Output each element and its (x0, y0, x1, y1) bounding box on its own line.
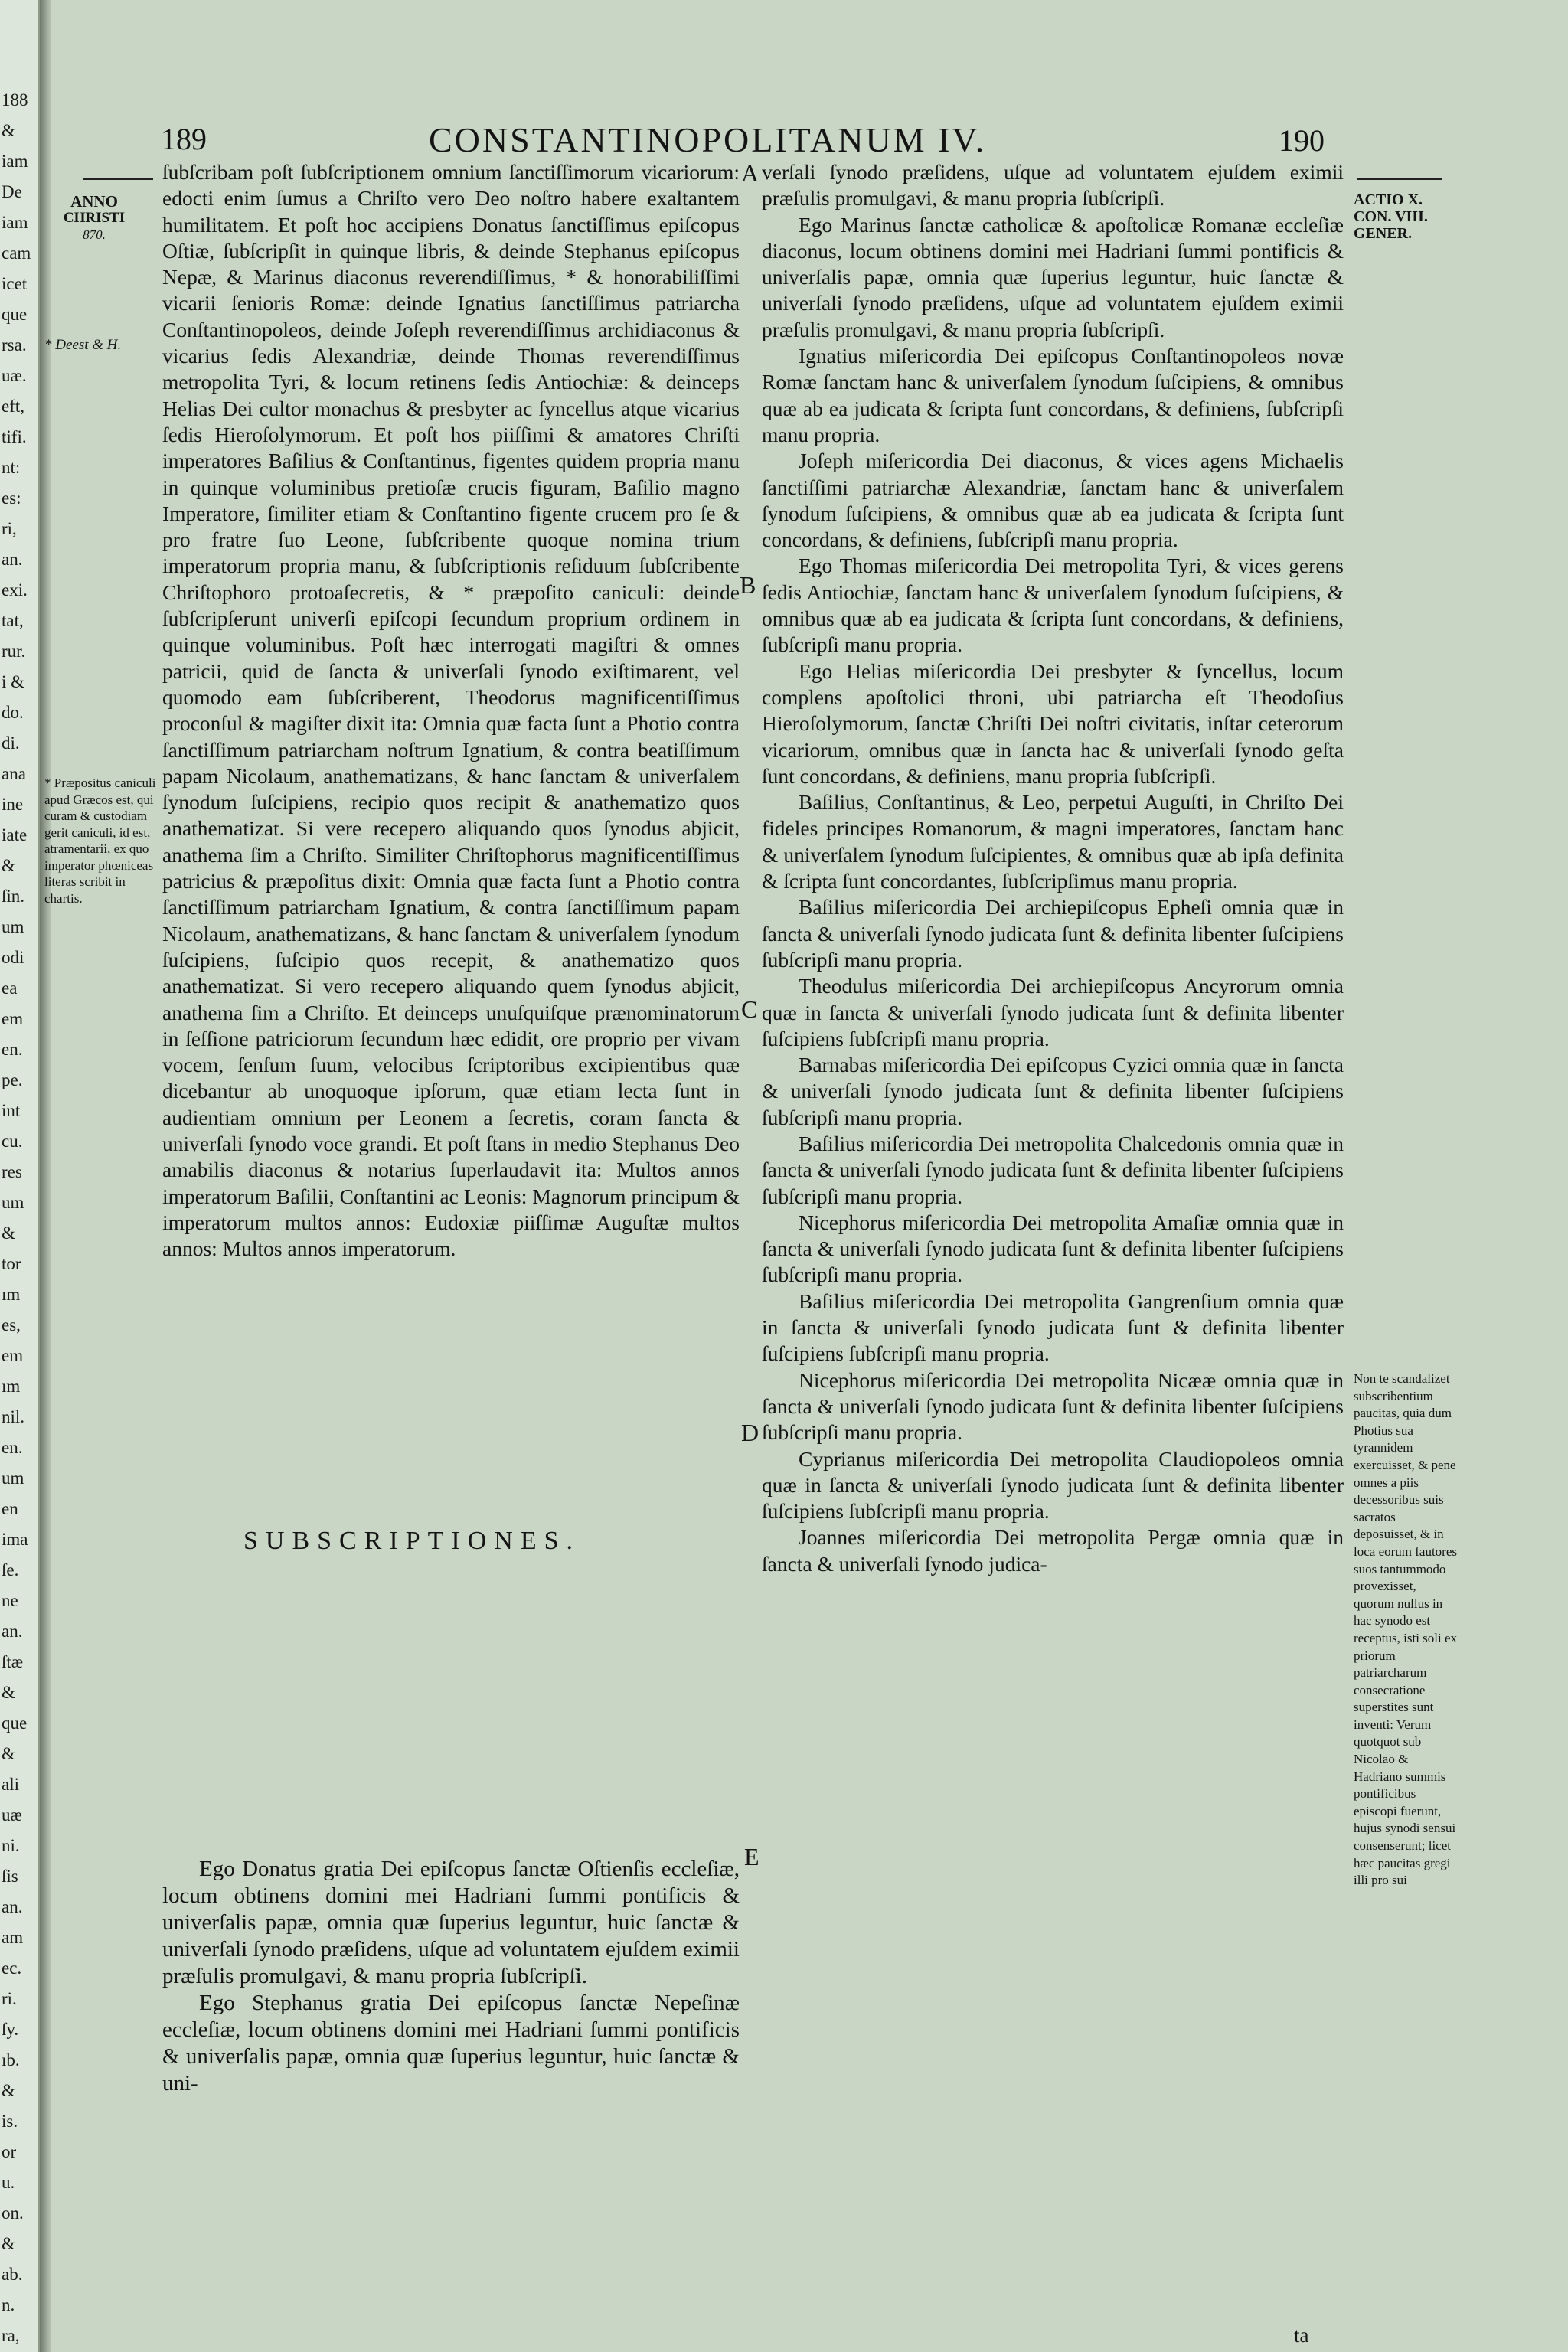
gutter-fragment: & (2, 2234, 15, 2253)
margin-actio-line: ACTIO X. (1354, 191, 1423, 208)
gutter-fragment: uæ (2, 1805, 22, 1824)
margin-note-praepositus: * Præpositus caniculi apud Græcos est, qui curam & custodiam gerit caniculi, id est, atramentarii, ex quo imperator phœniceas literas scribit in chartis. (44, 776, 156, 906)
right-paragraph: Joſeph miſericordia Dei diaconus, & vices agens Michaelis ſanctiſſimi patriarchæ Alexandriæ, ſanctam hanc & univerſalem ſynodum ſuſcipiens, & omnibus quæ ab ea judicata & ſcripta ſunt concordans, & definiens, ſubſcripſi manu propria. (762, 449, 1344, 552)
right-paragraph: Cyprianus miſericordia Dei metropolita Claudiopoleos omnia quæ in ſancta & univerſali ſynodo judicata ſunt & definita libenter ſuſcipiens ſubſcripſi manu propria. (762, 1446, 1344, 1524)
margin-actio-block (1354, 191, 1461, 242)
right-paragraph: verſali ſynodo præſidens, uſque ad voluntatem ejuſdem eximii præſulis promulgavi, & manu propria ſubſcripſi. (762, 160, 1344, 211)
gutter-fragment: iate (2, 825, 28, 844)
gutter-fragment: ſin. (2, 887, 25, 906)
gutter-fragment: n. (2, 2295, 15, 2314)
right-paragraph: Ego Thomas miſericordia Dei metropolita Tyri, & vices gerens ſedis Antiochiæ, ſanctam hanc & univerſalem ſynodum ſuſcipiens, & omnibus quæ ab ea judicata & ſcripta ſunt concordans, & definiens, ſubſcripſi manu propria. (762, 554, 1344, 657)
gutter-fragment: tor (2, 1254, 21, 1273)
right-paragraph: Barnabas miſericordia Dei epiſcopus Cyzici omnia quæ in ſancta & univerſali ſynodo judicata ſunt & definita libenter ſuſcipiens ſubſcripſi manu propria. (762, 1053, 1344, 1129)
margin-year-line: CHRISTI (63, 210, 126, 226)
right-paragraph: Baſilius miſericordia Dei metropolita Gangrenſium omnia quæ in ſancta & univerſali ſynodo judicata ſunt & definita libenter ſuſcipiens ſubſcripſi manu propria. (762, 1289, 1344, 1366)
gutter-fragment: em (2, 1346, 24, 1365)
margin-year-line: ANNO (70, 192, 118, 211)
gutter-fragment: que (2, 305, 28, 324)
gutter-fragment: u. (2, 2173, 15, 2192)
section-letter-e: E (744, 1843, 760, 1870)
header-rule-right (1357, 178, 1442, 180)
margin-actio-line: CON. VIII. (1354, 208, 1428, 225)
gutter-fragment: en. (2, 1040, 23, 1059)
gutter-fragment: ſe. (2, 1560, 19, 1579)
right-paragraph: Nicephorus miſericordia Dei metropolita Nicææ omnia quæ in ſancta & univerſali ſynodo judicata ſunt & definita libenter ſuſcipiens ſubſcripſi manu propria. (762, 1367, 1344, 1445)
gutter-fragment: ine (2, 795, 24, 814)
gutter-fragment: ſy. (2, 2020, 19, 2039)
subscriptiones-heading: SUBSCRIPTIONES. (243, 1527, 581, 1555)
gutter-fragment: ab. (2, 2265, 23, 2284)
gutter-fragment: um (2, 1193, 24, 1212)
gutter-fragment: nt: (2, 458, 21, 477)
gutter-fragment: cam (2, 243, 31, 263)
gutter-fragment: & (2, 1744, 15, 1763)
adjacent-page-gutter (0, 0, 40, 2352)
gutter-fragment: iam (2, 152, 28, 171)
gutter-fragment: ali (2, 1775, 19, 1794)
gutter-fragment: ima (2, 1530, 28, 1549)
header-rule-left (83, 178, 153, 180)
gutter-fragment: ri, (2, 519, 17, 538)
left-column-text (162, 159, 740, 1262)
gutter-fragment: uæ. (2, 366, 27, 385)
section-letter-c: C (741, 995, 758, 1023)
gutter-fragment: ana (2, 764, 26, 783)
left-column-subscriptions (162, 1856, 740, 2097)
gutter-fragment: & (2, 2081, 15, 2100)
right-column-text (762, 159, 1344, 1577)
gutter-fragment: ſtæ (2, 1652, 24, 1671)
section-letter-d: D (741, 1419, 760, 1446)
catchword: ta (1294, 2324, 1309, 2347)
gutter-fragment: an. (2, 550, 23, 569)
gutter-fragment: & (2, 1683, 15, 1702)
gutter-fragment: em (2, 1009, 24, 1028)
gutter-fragment: an. (2, 1897, 23, 1916)
gutter-fragment: ea (2, 978, 18, 998)
left-subscription: Ego Donatus gratia Dei epiſcopus ſanctæ Oſtienſis eccleſiæ, locum obtinens domini mei Hadriani ſummi pontificis & univerſalis papæ, omnia quæ ſuperius leguntur, huic ſanctæ & univerſali ſynodo præſidens, uſque ad voluntatem ejuſdem eximii præſulis promulgavi, & manu propria ſubſcripſi. (162, 1857, 740, 1988)
margin-note-photius: Non te scandalizet subscribentium paucitas, quia dum Photius sua tyrannidem exercuisset, & pene omnes a piis decessoribus suis sacratos deposuisset, & in loca eorum fautores suos tantummodo provexisset, quorum nullus in hac synodo est receptus, isti soli ex priorum patriarcharum consecratione superstites sunt inventi: Verum quotquot sub Nicolao & Hadriano summis pontificibus episcopi fuerunt, hujus synodi sensui consenserunt; licet hæc paucitas gregi illi pro sui (1354, 1371, 1458, 1888)
right-paragraph: Baſilius miſericordia Dei archiepiſcopus Epheſi omnia quæ in ſancta & univerſali ſynodo judicata ſunt & definita libenter ſuſcipiens ſubſcripſi manu propria. (762, 895, 1344, 972)
gutter-fragment: ra, (2, 2326, 20, 2345)
section-letter-b: B (740, 571, 756, 599)
margin-actio-line: GENER. (1354, 225, 1413, 242)
right-paragraph: Baſilius miſericordia Dei metropolita Chalcedonis omnia quæ in ſancta & univerſali ſynodo judicata ſunt & definita libenter ſuſcipiens ſubſcripſi manu propria. (762, 1131, 1344, 1208)
gutter-fragment: odi (2, 948, 24, 967)
page-number-right: 190 (1279, 123, 1325, 158)
gutter-fragment: ne (2, 1591, 18, 1610)
gutter-fragment: rur. (2, 642, 26, 661)
left-paragraph: ſubſcribam poſt ſubſcriptionem omnium ſanctiſſimorum vicariorum: edocti enim ſumus a Chriſto vero Deo noſtro habere exaltantem humilitatem. Et poſt hoc accipiens Donatus ſanctiſſimus epiſcopus Oſtiæ, ſubſcripſit in quinque libris, & deinde Stephanus epiſcopus Nepæ, & Marinus diaconus reverendiſſimus, * & honorabiliſſimi vicarii ſenioris Romæ: deinde Ignatius ſanctiſſimus patriarcha Conſtantinopoleos, deinde Joſeph reverendiſſimus archidiaconus & vicarius ſedis Alexandriæ, deinde Thomas reverendiſſimus metropolita Tyri, & locum retinens ſedis Antiochiæ: & deinceps Helias Dei cultor monachus & presbyter ac ſyncellus atque vicarius ſedis Hieroſolymorum. Et poſt hos piiſſimi & amatores Chriſti imperatores Baſilius & Conſtantinus, figentes quidem propria manu in quinque voluminibus pretioſæ crucis figuram, Baſilio magno Imperatore, ſimiliter etiam & Conſtantino figente crucem pro ſe & pro fratre ſuo Leone, ſubſcribente quoque nomina trium imperatorum propria manu, & ſubſcriptionis reſiduum ſubſcribente Chriſtophoro protoaſecretis, & * præpoſito caniculi: deinde ſubſcripſerunt univerſi epiſcopi ſecundum proprium ordinem in quinque voluminibus. Poſt hæc interrogati magiſtri & omnes patricii, quid de ſancta & univerſali ſynodo exiſtimarent, vel quomodo eam ſubſcriberent, Theodorus magnificentiſſimus proconſul & magiſter dixit ita: Omnia quæ facta ſunt a Photio contra ſanctiſſimum patriarcham noſtrum Ignatium, & contra beatiſſimum papam Nicolaum, anathematizans, & hanc ſanctam & univerſalem ſynodum ſuſcipiens, recipio quos recipit & anathematizo quos anathematizat. Si vere recepero aliquando quos ſynodus abjicit, anathema ſim a Chriſto. Similiter Chriſtophorus magnificentiſſimus patricius & præpoſitus dixit: Omnia quæ facta ſunt a Photio contra ſanctiſſimum patriarcham Ignatium, & contra ſanctiſſimum papam Nicolaum, anathematizans, & hanc ſanctam & univerſalem ſynodum ſuſcipiens, ſuſcipio quos recepit, & anathematizo quos anathematizat. Si vero recepero aliquando quem ſynodus abjicit, anathema ſim a Chriſto. Et deinceps unuſquiſque prænominatorum in ſeſſione patriciorum ſecundum hæc edidit, ore proprio per vivam vocem, ſenſum ſuum, velocibus ſcriptoribus excipientibus quæ dicebantur ab unoquoque ipſorum, quæ etiam lecta ſunt in audientiam omnium per Leonem a ſecretis, coram ſancta & univerſali ſynodo voce grandi. Et poſt ſtans in medio Stephanus Deo amabilis diaconus & notarius ſuperlaudavit ita: Multos annos imperatorum Baſilii, Conſtantini ac Leonis: Magnorum principum & imperatorum multos annos: Eudoxiæ piiſſimæ Auguſtæ multos annos: Multos annos imperatorum. (162, 160, 740, 1261)
right-paragraph: Nicephorus miſericordia Dei metropolita Amaſiæ omnia quæ in ſancta & univerſali ſynodo judicata ſunt & definita libenter ſuſcipiens ſubſcripſi manu propria. (762, 1210, 1344, 1287)
gutter-fragment: en (2, 1499, 18, 1518)
gutter-fragment: tifi. (2, 427, 27, 446)
gutter-fragment: es: (2, 488, 21, 508)
gutter-fragment: res (2, 1162, 22, 1181)
gutter-fragment: iam (2, 213, 28, 232)
gutter-fragment: ec. (2, 1958, 22, 1978)
gutter-fragment: eft, (2, 397, 25, 416)
gutter-fragment: 188 (2, 90, 28, 109)
right-paragraph: Ego Helias miſericordia Dei presbyter & ſyncellus, locum complens apoſtolici throni, ubi patriarcha eſt Theodoſius Hieroſolymorum, ſanctæ Chriſti Dei noſtri civitatis, inſtar ceterorum vicariorum, omnibus quæ in ſancta hac & univerſali ſynodo geſta ſunt concordans, & definiens, manu propria ſubſcripſi. (762, 658, 1344, 788)
margin-note-deest: * Deest & H. (44, 337, 122, 353)
gutter-fragment: int (2, 1101, 21, 1120)
section-letter-a: A (741, 159, 760, 187)
gutter-fragment: um (2, 917, 24, 936)
gutter-fragment: or (2, 2142, 17, 2161)
gutter-fragment: & (2, 1223, 15, 1243)
gutter-fragment: am (2, 1928, 24, 1947)
gutter-fragment: nil. (2, 1407, 25, 1426)
gutter-fragment: ım (2, 1285, 21, 1304)
gutter-fragment: on. (2, 2203, 24, 2223)
gutter-fragment: di. (2, 733, 20, 753)
left-subscription: Ego Stephanus gratia Dei epiſcopus ſanctæ Nepeſinæ eccleſiæ, locum obtinens domini mei Hadriani ſummi pontificis & univerſalis papæ, omnia quæ ſuperius leguntur, huic ſanctæ & uni- (162, 1991, 740, 2096)
gutter-fragment: exi. (2, 580, 28, 599)
gutter-fragment: & (2, 121, 15, 140)
right-paragraph: Joannes miſericordia Dei metropolita Pergæ omnia quæ in ſancta & univerſali ſynodo judica- (762, 1525, 1344, 1576)
gutter-fragment: icet (2, 274, 28, 293)
gutter-fragment: cu. (2, 1132, 23, 1151)
right-paragraph: Ignatius miſericordia Dei epiſcopus Conſtantinopoleos novæ Romæ ſanctam hanc & univerſalem ſynodum ſuſcipiens, & omnibus quæ ab ea judicata & ſcripta ſunt concordans, & definiens, ſubſcripſi manu propria. (762, 344, 1344, 446)
right-paragraph: Theodulus miſericordia Dei archiepiſcopus Ancyrorum omnia quæ in ſancta & univerſali ſynodo judicata ſunt & definita libenter ſuſcipiens ſubſcripſi manu propria. (762, 974, 1344, 1050)
gutter-fragment: an. (2, 1622, 23, 1641)
gutter-fragment: ſis (2, 1867, 18, 1886)
right-paragraph: Ego Marinus ſanctæ catholicæ & apoſtolicæ Romanæ eccleſiæ diaconus, locum obtinens domini mei Hadriani ſummi pontificis & univerſalis papæ, omnia quæ ſuperius leguntur, huic ſanctæ & univerſali ſynodo præſidens, uſque ad voluntatem ejuſdem eximii præſulis promulgavi, & manu propria ſubſcripſi. (762, 212, 1344, 341)
margin-year-line: 870. (83, 227, 106, 242)
running-title: CONSTANTINOPOLITANUM IV. (429, 120, 987, 159)
gutter-fragment: & (2, 856, 15, 875)
gutter-fragment: um (2, 1468, 24, 1488)
page-number-left: 189 (161, 122, 207, 156)
right-paragraph: Baſilius, Conſtantinus, & Leo, perpetui Auguſti, in Chriſto Dei fideles principes Romanorum, & magni imperatores, ſanctam hanc & univerſalem ſynodum ſuſcipientes, & omnibus quæ ab ipſa definita & ſcripta ſunt concordantes, ſubſcripſimus manu propria. (762, 790, 1344, 893)
gutter-fragment: De (2, 182, 22, 201)
gutter-fragment: que (2, 1713, 28, 1733)
gutter-fragment: ri. (2, 1989, 17, 2008)
gutter-fragment: ım (2, 1377, 21, 1396)
gutter-fragment: ni. (2, 1836, 20, 1855)
gutter-fragment: tat, (2, 611, 24, 630)
gutter-fragment: rsa. (2, 335, 27, 354)
margin-year-block (44, 193, 144, 243)
gutter-fragment: do. (2, 703, 24, 722)
gutter-fragment: ıb. (2, 2050, 20, 2069)
gutter-fragment: pe. (2, 1070, 23, 1089)
gutter-fragment: i & (2, 672, 25, 691)
gutter-fragment: is. (2, 2112, 18, 2131)
gutter-fragment: es, (2, 1315, 21, 1334)
gutter-fragment: en. (2, 1438, 23, 1457)
